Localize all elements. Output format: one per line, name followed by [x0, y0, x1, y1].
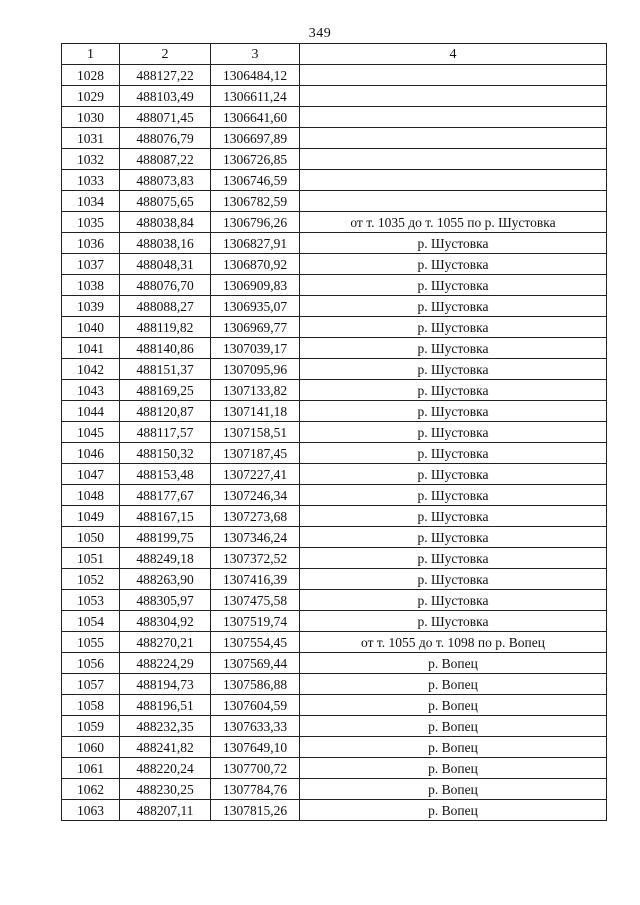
point-number-cell: 1040 [62, 317, 120, 338]
x-coordinate-cell: 488119,82 [120, 317, 211, 338]
x-coordinate-cell: 488117,57 [120, 422, 211, 443]
table-row [62, 422, 607, 443]
x-coordinate-cell: 488196,51 [120, 695, 211, 716]
description-cell [300, 107, 607, 128]
point-number-cell: 1057 [62, 674, 120, 695]
point-number-cell: 1039 [62, 296, 120, 317]
description-cell: р. Вопец [300, 674, 607, 695]
y-coordinate-cell: 1307273,68 [211, 506, 300, 527]
description-cell: р. Вопец [300, 695, 607, 716]
x-coordinate-cell: 488071,45 [120, 107, 211, 128]
x-coordinate-cell: 488177,67 [120, 485, 211, 506]
point-number-cell: 1043 [62, 380, 120, 401]
point-number-cell: 1031 [62, 128, 120, 149]
table-row [62, 443, 607, 464]
description-cell: р. Шустовка [300, 485, 607, 506]
point-number-cell: 1056 [62, 653, 120, 674]
table-row [62, 569, 607, 590]
y-coordinate-cell: 1307372,52 [211, 548, 300, 569]
x-coordinate-cell: 488076,70 [120, 275, 211, 296]
x-coordinate-cell: 488038,16 [120, 233, 211, 254]
point-number-cell: 1047 [62, 464, 120, 485]
description-cell: р. Шустовка [300, 611, 607, 632]
description-cell [300, 65, 607, 86]
table-row [62, 401, 607, 422]
y-coordinate-cell: 1307700,72 [211, 758, 300, 779]
y-coordinate-cell: 1306641,60 [211, 107, 300, 128]
point-number-cell: 1063 [62, 800, 120, 821]
table-row [62, 86, 607, 107]
table-row [62, 296, 607, 317]
point-number-cell: 1030 [62, 107, 120, 128]
table-row [62, 695, 607, 716]
point-number-cell: 1053 [62, 590, 120, 611]
x-coordinate-cell: 488076,79 [120, 128, 211, 149]
y-coordinate-cell: 1307604,59 [211, 695, 300, 716]
page-number: 349 [308, 26, 332, 41]
table-row [62, 317, 607, 338]
table-row [62, 737, 607, 758]
description-cell: р. Вопец [300, 653, 607, 674]
point-number-cell: 1062 [62, 779, 120, 800]
y-coordinate-cell: 1307475,58 [211, 590, 300, 611]
description-cell: р. Вопец [300, 737, 607, 758]
x-coordinate-cell: 488120,87 [120, 401, 211, 422]
table-row [62, 548, 607, 569]
description-cell: р. Шустовка [300, 590, 607, 611]
point-number-cell: 1034 [62, 191, 120, 212]
table-row [62, 128, 607, 149]
y-coordinate-cell: 1307633,33 [211, 716, 300, 737]
point-number-cell: 1059 [62, 716, 120, 737]
x-coordinate-cell: 488169,25 [120, 380, 211, 401]
description-cell: р. Вопец [300, 758, 607, 779]
point-number-cell: 1060 [62, 737, 120, 758]
x-coordinate-cell: 488199,75 [120, 527, 211, 548]
description-cell: р. Вопец [300, 716, 607, 737]
table-row [62, 65, 607, 86]
description-cell [300, 170, 607, 191]
y-coordinate-cell: 1306746,59 [211, 170, 300, 191]
table-row [62, 464, 607, 485]
x-coordinate-cell: 488150,32 [120, 443, 211, 464]
description-cell: р. Шустовка [300, 422, 607, 443]
x-coordinate-cell: 488103,49 [120, 86, 211, 107]
description-cell: р. Шустовка [300, 464, 607, 485]
point-number-cell: 1061 [62, 758, 120, 779]
y-coordinate-cell: 1307039,17 [211, 338, 300, 359]
x-coordinate-cell: 488241,82 [120, 737, 211, 758]
x-coordinate-cell: 488048,31 [120, 254, 211, 275]
point-number-cell: 1038 [62, 275, 120, 296]
y-coordinate-cell: 1306484,12 [211, 65, 300, 86]
table-row [62, 779, 607, 800]
point-number-cell: 1036 [62, 233, 120, 254]
table-row [62, 233, 607, 254]
column-header-point-number: 1 [62, 44, 120, 65]
y-coordinate-cell: 1306827,91 [211, 233, 300, 254]
description-cell: р. Шустовка [300, 569, 607, 590]
description-cell [300, 149, 607, 170]
point-number-cell: 1035 [62, 212, 120, 233]
point-number-cell: 1029 [62, 86, 120, 107]
coordinates-table [61, 43, 607, 821]
table-row [62, 275, 607, 296]
y-coordinate-cell: 1307554,45 [211, 632, 300, 653]
column-header-boundary-description: 4 [300, 44, 607, 65]
description-cell [300, 128, 607, 149]
y-coordinate-cell: 1307346,24 [211, 527, 300, 548]
point-number-cell: 1058 [62, 695, 120, 716]
description-cell: р. Шустовка [300, 527, 607, 548]
point-number-cell: 1028 [62, 65, 120, 86]
table-row [62, 653, 607, 674]
y-coordinate-cell: 1307569,44 [211, 653, 300, 674]
x-coordinate-cell: 488304,92 [120, 611, 211, 632]
y-coordinate-cell: 1307246,34 [211, 485, 300, 506]
x-coordinate-cell: 488207,11 [120, 800, 211, 821]
x-coordinate-cell: 488140,86 [120, 338, 211, 359]
point-number-cell: 1052 [62, 569, 120, 590]
column-header-x-coordinate: 2 [120, 44, 211, 65]
point-number-cell: 1046 [62, 443, 120, 464]
point-number-cell: 1037 [62, 254, 120, 275]
y-coordinate-cell: 1307416,39 [211, 569, 300, 590]
point-number-cell: 1051 [62, 548, 120, 569]
x-coordinate-cell: 488167,15 [120, 506, 211, 527]
table-header-row [62, 44, 607, 65]
description-cell: от т. 1055 до т. 1098 по р. Вопец [300, 632, 607, 653]
description-cell: р. Шустовка [300, 359, 607, 380]
description-cell: р. Вопец [300, 800, 607, 821]
y-coordinate-cell: 1307519,74 [211, 611, 300, 632]
description-cell [300, 191, 607, 212]
y-coordinate-cell: 1307095,96 [211, 359, 300, 380]
description-cell: р. Шустовка [300, 317, 607, 338]
y-coordinate-cell: 1306909,83 [211, 275, 300, 296]
y-coordinate-cell: 1306796,26 [211, 212, 300, 233]
description-cell: р. Шустовка [300, 296, 607, 317]
table-row [62, 359, 607, 380]
point-number-cell: 1045 [62, 422, 120, 443]
description-cell: р. Шустовка [300, 443, 607, 464]
x-coordinate-cell: 488194,73 [120, 674, 211, 695]
point-number-cell: 1032 [62, 149, 120, 170]
y-coordinate-cell: 1307187,45 [211, 443, 300, 464]
table-row [62, 380, 607, 401]
point-number-cell: 1042 [62, 359, 120, 380]
y-coordinate-cell: 1307815,26 [211, 800, 300, 821]
table-row [62, 191, 607, 212]
y-coordinate-cell: 1306870,92 [211, 254, 300, 275]
y-coordinate-cell: 1306697,89 [211, 128, 300, 149]
point-number-cell: 1041 [62, 338, 120, 359]
table-row [62, 212, 607, 233]
x-coordinate-cell: 488088,27 [120, 296, 211, 317]
description-cell: от т. 1035 до т. 1055 по р. Шустовка [300, 212, 607, 233]
description-cell: р. Шустовка [300, 254, 607, 275]
description-cell: р. Шустовка [300, 233, 607, 254]
description-cell: р. Вопец [300, 779, 607, 800]
table-row [62, 632, 607, 653]
point-number-cell: 1055 [62, 632, 120, 653]
table-row [62, 506, 607, 527]
description-cell: р. Шустовка [300, 380, 607, 401]
point-number-cell: 1054 [62, 611, 120, 632]
description-cell [300, 86, 607, 107]
y-coordinate-cell: 1307158,51 [211, 422, 300, 443]
point-number-cell: 1048 [62, 485, 120, 506]
description-cell: р. Шустовка [300, 338, 607, 359]
y-coordinate-cell: 1306935,07 [211, 296, 300, 317]
point-number-cell: 1033 [62, 170, 120, 191]
x-coordinate-cell: 488220,24 [120, 758, 211, 779]
column-header-y-coordinate: 3 [211, 44, 300, 65]
point-number-cell: 1050 [62, 527, 120, 548]
y-coordinate-cell: 1306611,24 [211, 86, 300, 107]
y-coordinate-cell: 1307133,82 [211, 380, 300, 401]
x-coordinate-cell: 488153,48 [120, 464, 211, 485]
x-coordinate-cell: 488073,83 [120, 170, 211, 191]
table-row [62, 716, 607, 737]
x-coordinate-cell: 488232,35 [120, 716, 211, 737]
table-row [62, 527, 607, 548]
description-cell: р. Шустовка [300, 275, 607, 296]
x-coordinate-cell: 488270,21 [120, 632, 211, 653]
x-coordinate-cell: 488127,22 [120, 65, 211, 86]
table-row [62, 590, 607, 611]
x-coordinate-cell: 488075,65 [120, 191, 211, 212]
y-coordinate-cell: 1307227,41 [211, 464, 300, 485]
description-cell: р. Шустовка [300, 548, 607, 569]
x-coordinate-cell: 488151,37 [120, 359, 211, 380]
table-body [62, 65, 607, 821]
point-number-cell: 1044 [62, 401, 120, 422]
x-coordinate-cell: 488249,18 [120, 548, 211, 569]
y-coordinate-cell: 1307141,18 [211, 401, 300, 422]
x-coordinate-cell: 488087,22 [120, 149, 211, 170]
table-row [62, 674, 607, 695]
x-coordinate-cell: 488224,29 [120, 653, 211, 674]
description-cell: р. Шустовка [300, 401, 607, 422]
x-coordinate-cell: 488305,97 [120, 590, 211, 611]
point-number-cell: 1049 [62, 506, 120, 527]
description-cell: р. Шустовка [300, 506, 607, 527]
table-row [62, 800, 607, 821]
y-coordinate-cell: 1306726,85 [211, 149, 300, 170]
table-row [62, 149, 607, 170]
x-coordinate-cell: 488263,90 [120, 569, 211, 590]
y-coordinate-cell: 1306969,77 [211, 317, 300, 338]
table-row [62, 107, 607, 128]
y-coordinate-cell: 1307649,10 [211, 737, 300, 758]
table-row [62, 485, 607, 506]
y-coordinate-cell: 1307586,88 [211, 674, 300, 695]
y-coordinate-cell: 1307784,76 [211, 779, 300, 800]
x-coordinate-cell: 488038,84 [120, 212, 211, 233]
table-row [62, 170, 607, 191]
table-row [62, 758, 607, 779]
x-coordinate-cell: 488230,25 [120, 779, 211, 800]
y-coordinate-cell: 1306782,59 [211, 191, 300, 212]
table-row [62, 338, 607, 359]
table-row [62, 254, 607, 275]
table-row [62, 611, 607, 632]
